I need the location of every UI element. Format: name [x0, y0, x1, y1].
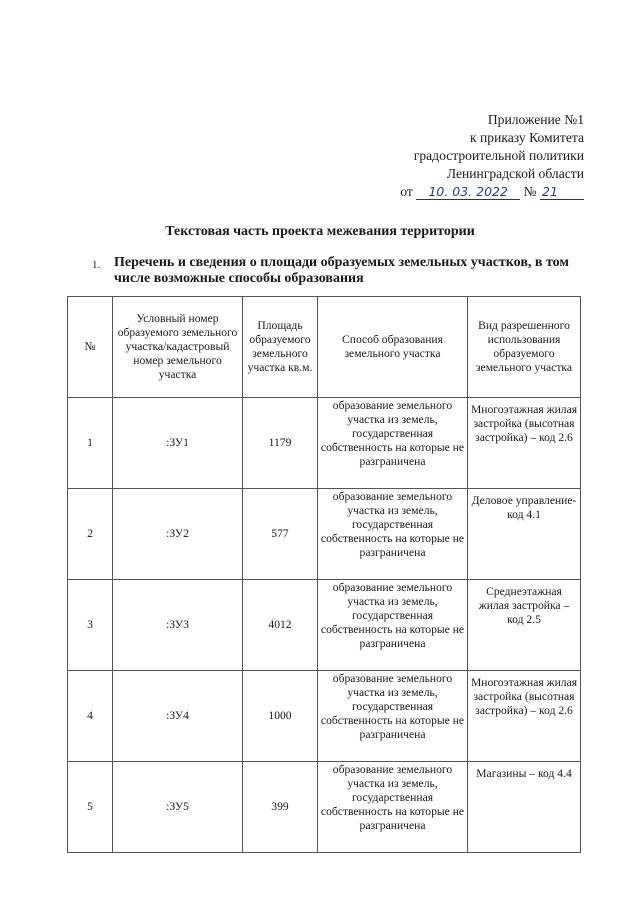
appendix-line: к приказу Комитета — [470, 130, 584, 145]
table-row — [68, 762, 581, 853]
cell-plot-id: :ЗУ4 — [113, 671, 243, 762]
cell-method: образование земельного участка из земель, государственная собственность на которые не разграничена — [318, 671, 468, 762]
cell-method: образование земельного участка из земель, государственная собственность на которые не разграничена — [318, 489, 468, 580]
cell-permitted-use: Многоэтажная жилая застройка (высотная застройка) – код 2.6 — [468, 398, 581, 489]
header-area: Площадь образуемого земельного участка кв.м. — [243, 297, 318, 398]
table-header-row — [68, 297, 581, 398]
cell-number: 5 — [68, 762, 113, 853]
handwritten-date: 10. 03. 2022 — [416, 185, 520, 200]
land-plots-table — [67, 296, 581, 853]
section-heading — [92, 255, 592, 287]
handwritten-number: 21 — [540, 185, 584, 200]
appendix-line: Ленинградской области — [446, 166, 584, 181]
cell-plot-id: :ЗУ2 — [113, 489, 243, 580]
cell-number: 4 — [68, 671, 113, 762]
table-row — [68, 671, 581, 762]
cell-permitted-use: Среднеэтажная жилая застройка – код 2.5 — [468, 580, 581, 671]
cell-plot-id: :ЗУ3 — [113, 580, 243, 671]
cell-permitted-use: Магазины – код 4.4 — [468, 762, 581, 853]
cell-permitted-use: Многоэтажная жилая застройка (высотная застройка) – код 2.6 — [468, 671, 581, 762]
cell-permitted-use: Деловое управление-код 4.1 — [468, 489, 581, 580]
appendix-line: градостроительной политики — [413, 148, 584, 163]
cell-area: 399 — [243, 762, 318, 853]
section-text: Перечень и сведения о площади образуемых земельных участков, в том числе возможные способы образования — [114, 255, 569, 286]
cell-area: 577 — [243, 489, 318, 580]
cell-number: 1 — [68, 398, 113, 489]
appendix-line: Приложение №1 — [487, 112, 584, 127]
section-number: 1. — [92, 259, 101, 271]
header-permitted-use: Вид разрешенного использования образуемого земельного участка — [468, 297, 581, 398]
table-row — [68, 580, 581, 671]
order-date-line — [400, 183, 584, 201]
cell-plot-id: :ЗУ1 — [113, 398, 243, 489]
cell-method: образование земельного участка из земель, государственная собственность на которые не разграничена — [318, 398, 468, 489]
cell-plot-id: :ЗУ5 — [113, 762, 243, 853]
document-title: Текстовая часть проекта межевания территории — [165, 224, 475, 239]
header-method: Способ образования земельного участка — [318, 297, 468, 398]
table-row — [68, 489, 581, 580]
date-prefix: от — [400, 184, 413, 199]
header-number: № — [68, 297, 113, 398]
header-plot-id: Условный номер образуемого земельного участка/кадастровый номер земельного участка — [113, 297, 243, 398]
number-prefix: № — [523, 184, 537, 199]
cell-area: 1000 — [243, 671, 318, 762]
cell-method: образование земельного участка из земель, государственная собственность на которые не разграничена — [318, 762, 468, 853]
appendix-block — [400, 111, 584, 201]
cell-number: 3 — [68, 580, 113, 671]
cell-area: 1179 — [243, 398, 318, 489]
table-row — [68, 398, 581, 489]
cell-number: 2 — [68, 489, 113, 580]
cell-area: 4012 — [243, 580, 318, 671]
cell-method: образование земельного участка из земель, государственная собственность на которые не разграничена — [318, 580, 468, 671]
